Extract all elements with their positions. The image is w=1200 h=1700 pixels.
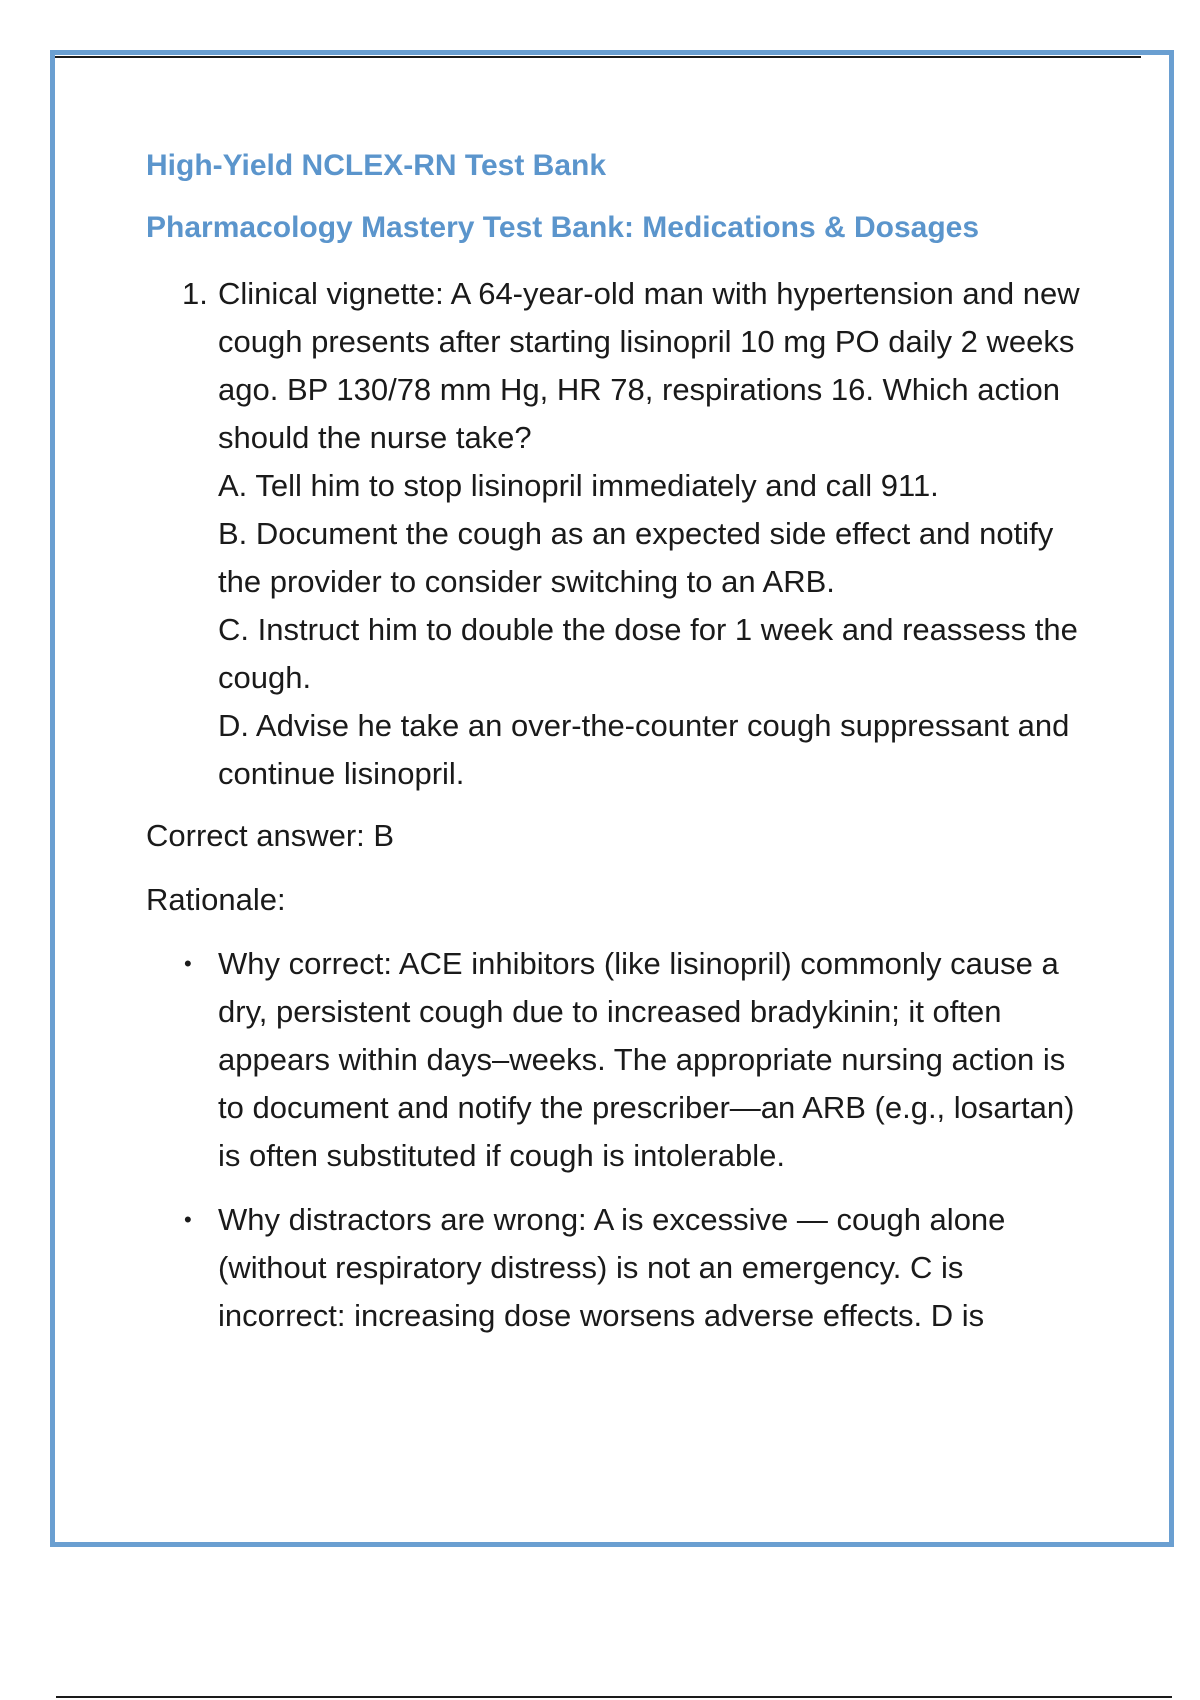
bullet-icon: • xyxy=(184,951,192,976)
bottom-rule xyxy=(56,1696,1172,1698)
rationale-point-distractors xyxy=(146,1196,1086,1340)
rationale-point-correct xyxy=(146,940,1086,1180)
option-a: A. Tell him to stop lisinopril immediately and call 911. xyxy=(218,468,939,503)
rationale-text: Why correct: ACE inhibitors (like lisinopril) commonly cause a dry, persistent cough due to increased bradykinin; it often appears within days–weeks. The appropriate nursing action is to document and notify the prescriber—an ARB (e.g., losartan) is often substituted if cough is intolerable. xyxy=(218,946,1075,1173)
question-1 xyxy=(146,270,1086,798)
document-content xyxy=(146,146,1086,1356)
rationale-text: Why distractors are wrong: A is excessive — cough alone (without respiratory distress) is not an emergency. C is incorrect: increasing dose worsens adverse effects. D is xyxy=(218,1202,1006,1333)
question-stem: Clinical vignette: A 64-year-old man with hypertension and new cough presents after starting lisinopril 10 mg PO daily 2 weeks ago. BP 130/78 mm Hg, HR 78, respirations 16. Which action should the nurse take? xyxy=(218,276,1080,455)
question-number: 1. xyxy=(182,276,208,311)
rationale-label: Rationale: xyxy=(146,882,286,917)
frame-top-rule xyxy=(55,56,1141,58)
document-title: High-Yield NCLEX-RN Test Bank xyxy=(146,149,607,182)
option-b: B. Document the cough as an expected side effect and notify the provider to consider switching to an ARB. xyxy=(218,516,1054,599)
correct-answer: Correct answer: B xyxy=(146,818,395,853)
rationale-list xyxy=(146,940,1086,1340)
option-c: C. Instruct him to double the dose for 1 week and reassess the cough. xyxy=(218,612,1078,695)
option-d: D. Advise he take an over-the-counter cough suppressant and continue lisinopril. xyxy=(218,708,1070,791)
bullet-icon: • xyxy=(184,1207,192,1232)
document-subtitle: Pharmacology Mastery Test Bank: Medications & Dosages xyxy=(146,211,980,244)
